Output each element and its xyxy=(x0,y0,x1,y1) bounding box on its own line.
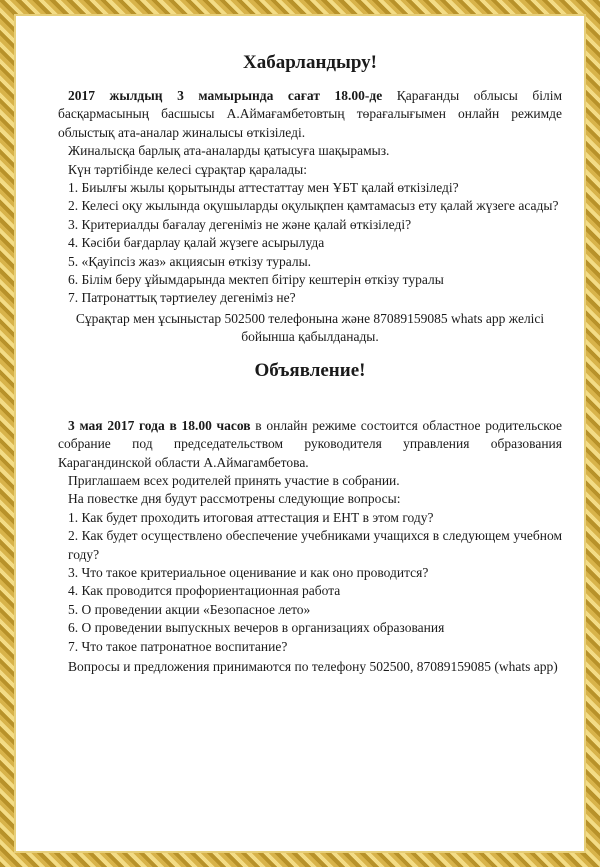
russian-agenda-item: 7. Что такое патронатное воспитание? xyxy=(68,638,288,654)
russian-agenda-item: 3. Что такое критериальное оценивание и как оно проводится? xyxy=(68,564,429,580)
kazakh-agenda-intro: Күн тәртібінде келесі сұрақтар қаралады: xyxy=(68,161,307,177)
kazakh-agenda-item: 2. Келесі оқу жылында оқушыларды оқулықпен қамтамасыз ету қалай жүзеге асады? xyxy=(68,198,559,214)
kazakh-agenda-item: 4. Кәсіби бағдарлау қалай жүзеге асырылуда xyxy=(68,235,325,251)
kazakh-agenda-item: 6. Білім беру ұйымдарында мектеп бітіру кештерін өткізу туралы xyxy=(68,272,444,288)
kazakh-invite: Жиналысқа барлық ата-аналарды қатысуға шақырамыз. xyxy=(68,143,390,159)
russian-agenda-intro: На повестке дня будут рассмотрены следующие вопросы: xyxy=(68,491,401,507)
russian-agenda-item: 4. Как проводится профориентационная работа xyxy=(68,583,341,599)
russian-agenda-item: 5. О проведении акции «Безопасное лето» xyxy=(68,601,311,617)
russian-agenda-item: 1. Как будет проходить итоговая аттестация и ЕНТ в этом году? xyxy=(68,509,434,525)
russian-intro-text: в онлайн режиме состоится областное родительское собрание под председательством руководителя управления образования Карагандинской области А.Аймагамбетова. xyxy=(58,417,562,470)
russian-intro-date: 3 мая 2017 года в 18.00 часов xyxy=(68,417,251,433)
announcement-page xyxy=(58,45,562,676)
russian-agenda-item: 6. О проведении выпускных вечеров в организациях образования xyxy=(68,620,445,636)
kazakh-intro-text: Қарағанды облысы білім басқармасының басшысы А.Аймағамбетовтың төрағалығымен онлайн режимде облыстық ата-аналар жиналысы өткізіледі. xyxy=(58,88,562,140)
kazakh-intro xyxy=(58,87,562,142)
russian-contact: Вопросы и предложения принимаются по телефону 502500, 87089159085 (whats app) xyxy=(68,658,558,674)
kazakh-agenda-item: 1. Биылғы жылы қорытынды аттестаттау мен ҰБТ қалай өткізіледі? xyxy=(68,180,459,196)
kazakh-agenda-item: 7. Патронаттық тәртиелеу дегеніміз не? xyxy=(68,290,296,306)
kazakh-agenda-item: 5. «Қауіпсіз жаз» акциясын өткізу туралы. xyxy=(68,253,312,269)
kazakh-agenda-list xyxy=(58,179,562,308)
russian-intro xyxy=(58,417,562,472)
russian-agenda-item: 2. Как будет осуществлено обеспечение учебниками учащихся в следующем учебном году? xyxy=(68,528,562,562)
kazakh-title: Хабарландыру! xyxy=(242,52,377,73)
russian-title: Объявление! xyxy=(254,359,366,381)
kazakh-agenda-item: 3. Критериалды бағалау дегеніміз не және қалай өткізіледі? xyxy=(68,216,412,232)
russian-agenda-list xyxy=(58,509,562,656)
kazakh-contact: Сұрақтар мен ұсыныстар 502500 телефонына және 87089159085 whats app желісі бойынша қабылданады. xyxy=(75,310,545,345)
kazakh-intro-date: 2017 жылдың 3 мамырында сағат 18.00-де xyxy=(68,88,383,103)
russian-invite: Приглашаем всех родителей принять участие в собрании. xyxy=(68,472,400,488)
